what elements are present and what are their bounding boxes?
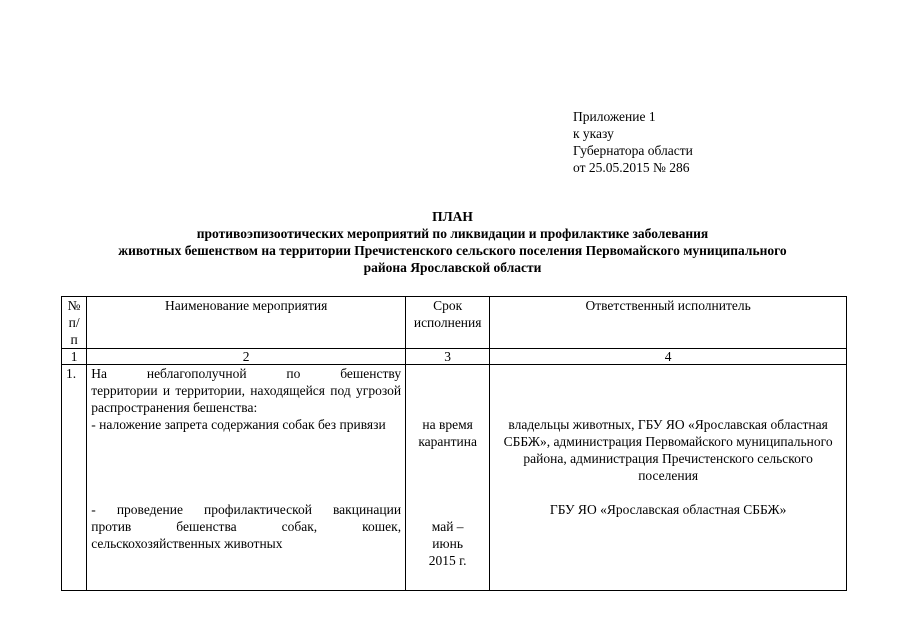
row-measures <box>87 365 406 591</box>
column-number: 4 <box>490 349 847 365</box>
column-number: 2 <box>87 349 406 365</box>
appendix-line-1: Приложение 1 <box>573 109 656 124</box>
title-line-2: противоэпизоотических мероприятий по ликвидации и профилактике заболевания <box>196 226 709 241</box>
header-responsible: Ответственный исполнитель <box>490 297 847 349</box>
measure-item-1: - наложение запрета содержания собак без привязи <box>91 417 386 432</box>
row-responsible <box>490 365 847 591</box>
title-line-1: ПЛАН <box>432 209 473 224</box>
column-number: 3 <box>406 349 490 365</box>
measure-item-2-line-2: против бешенства собак, кошек, <box>91 519 402 534</box>
appendix-block <box>573 108 693 176</box>
header-num: № п/п <box>62 297 87 349</box>
term-item-1: на время карантина <box>418 417 477 449</box>
document-title <box>40 208 865 276</box>
table-row <box>62 365 847 591</box>
plan-table <box>61 296 847 591</box>
header-name: Наименование мероприятия <box>87 297 406 349</box>
table-header-row <box>62 297 847 349</box>
appendix-line-4: от 25.05.2015 № 286 <box>573 160 690 175</box>
row-terms <box>406 365 490 591</box>
column-number-row <box>62 349 847 365</box>
header-term: Срок исполнения <box>406 297 490 349</box>
responsible-item-2: ГБУ ЯО «Ярославская областная СББЖ» <box>549 502 787 517</box>
appendix-line-2: к указу <box>573 126 614 141</box>
responsible-item-1: владельцы животных, ГБУ ЯО «Ярославская областная СББЖ», администрация Первомайского муниципального района, администрация Пречистенского сельского поселения <box>503 417 833 483</box>
column-number: 1 <box>62 349 87 365</box>
title-line-3: животных бешенством на территории Пречистенского сельского поселения Первомайского муниципального <box>118 243 787 258</box>
measure-intro-line-1: На неблагополучной по бешенству <box>91 366 402 381</box>
measure-item-2-line-3: сельскохозяйственных животных <box>91 536 283 551</box>
term-item-2: май – июнь 2015 г. <box>428 519 467 568</box>
measure-intro: территории и территории, находящейся под угрозой распространения бешенства: <box>91 383 402 415</box>
row-number: 1. <box>62 365 87 591</box>
title-line-4: района Ярославской области <box>363 260 542 275</box>
measure-item-2-line-1: - проведение профилактической вакцинации <box>91 502 402 517</box>
appendix-line-3: Губернатора области <box>573 143 693 158</box>
